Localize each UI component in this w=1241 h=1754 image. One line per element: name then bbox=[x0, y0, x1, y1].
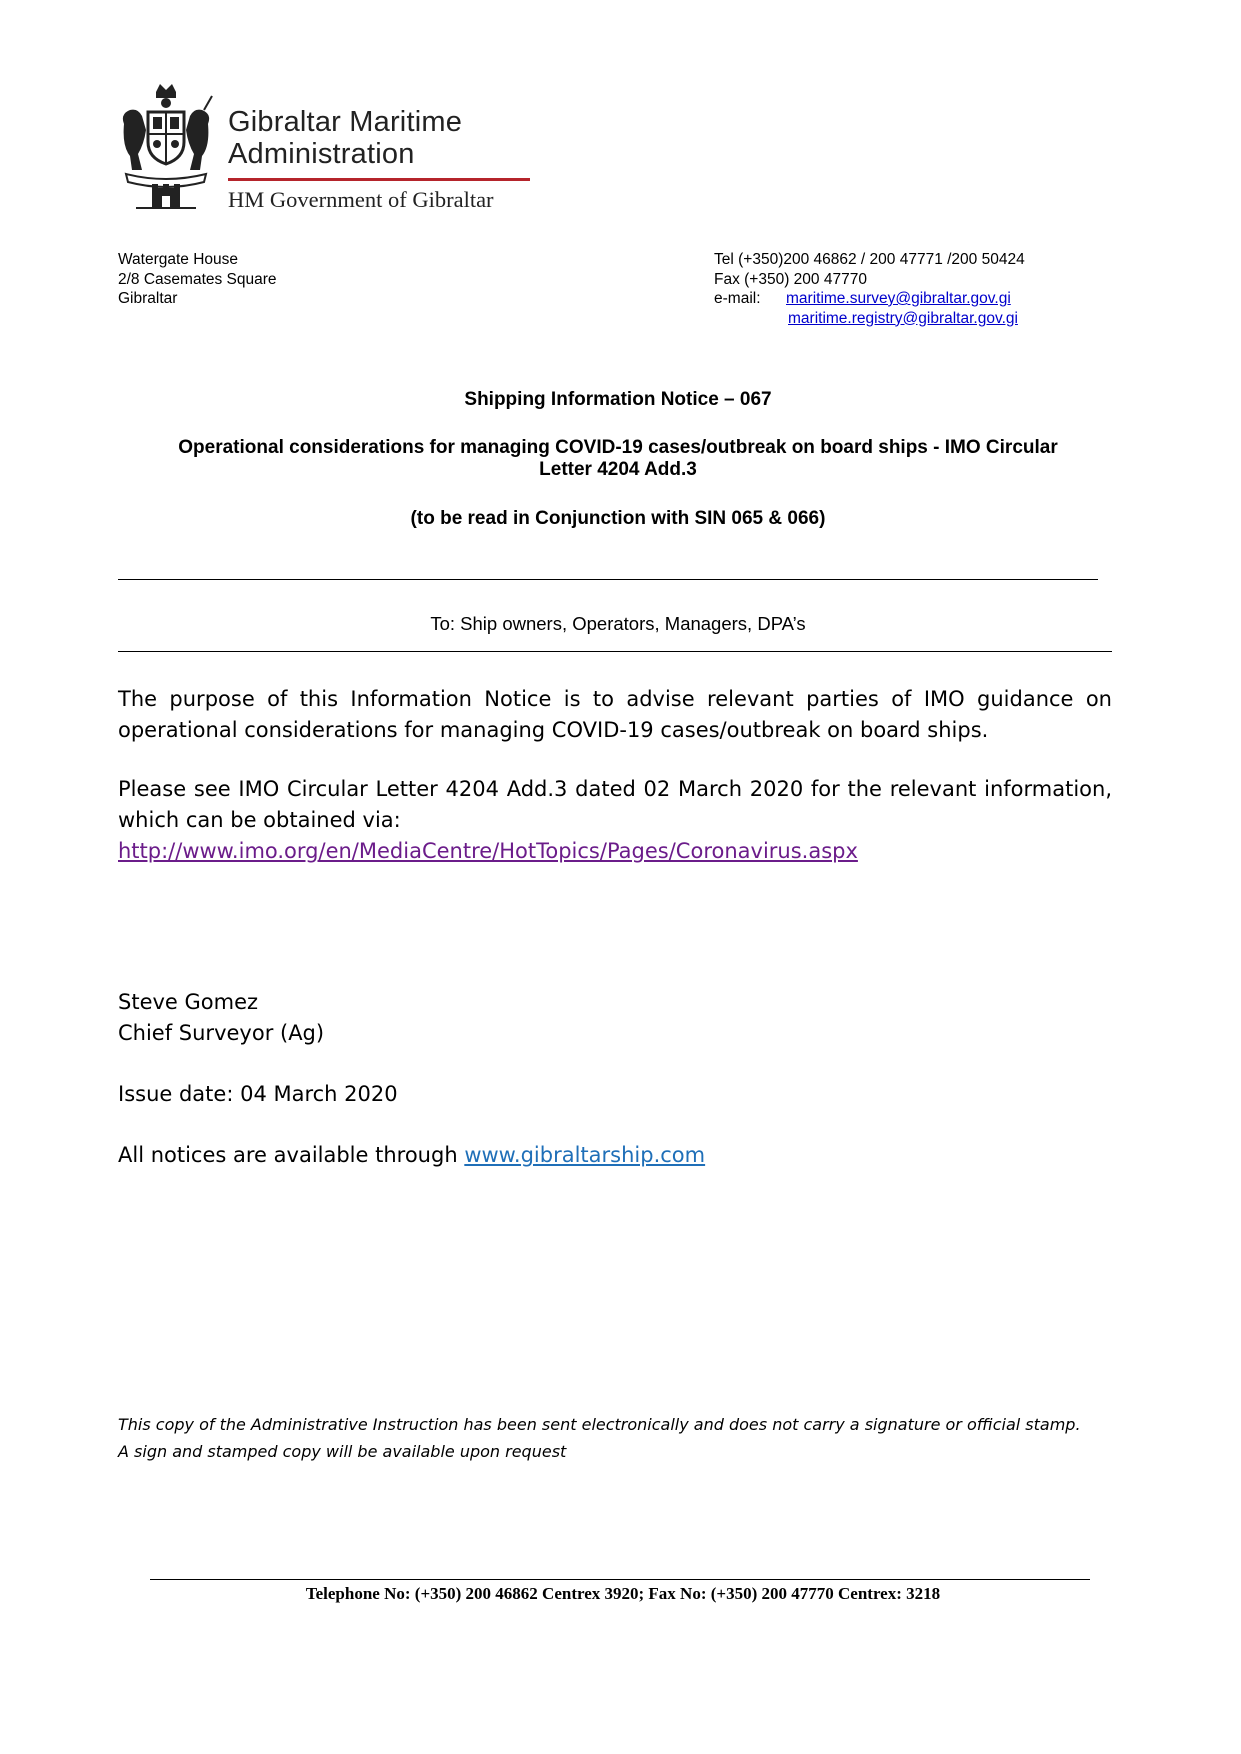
disclaimer-line2: A sign and stamped copy will be available upon request bbox=[118, 1442, 567, 1461]
notice-subject bbox=[118, 437, 1118, 481]
address-line: Watergate House bbox=[118, 251, 239, 268]
address-line: Gibraltar bbox=[118, 290, 178, 307]
signatory-name: Steve Gomez bbox=[118, 990, 259, 1014]
footer-contact: Telephone No: (+350) 200 46862 Centrex 3920; Fax No: (+350) 200 47770 Centrex: 3218 bbox=[305, 1584, 941, 1603]
notice-title: Shipping Information Notice – 067 bbox=[464, 389, 772, 410]
org-name-line1: Gibraltar Maritime bbox=[228, 106, 463, 138]
notice-note: (to be read in Conjunction with SIN 065 & 066) bbox=[410, 508, 826, 529]
email-line-2 bbox=[714, 309, 1025, 329]
body-paragraph-2-text: Please see IMO Circular Letter 4204 Add.3 dated 02 March 2020 for the relevant information, which can be obtained via: bbox=[118, 777, 1112, 832]
email-line bbox=[714, 289, 1025, 309]
footer-divider bbox=[150, 1579, 1090, 1580]
coat-of-arms-icon bbox=[116, 84, 216, 214]
fax-line: Fax (+350) 200 47770 bbox=[714, 270, 867, 288]
address-line: 2/8 Casemates Square bbox=[118, 270, 277, 288]
email-survey-link[interactable]: maritime.survey@gibraltar.gov.gi bbox=[786, 290, 1011, 307]
recipients-line: To: Ship owners, Operators, Managers, DPA’s bbox=[430, 613, 806, 634]
government-name: HM Government of Gibraltar bbox=[228, 187, 494, 212]
signatory-title: Chief Surveyor (Ag) bbox=[118, 1021, 325, 1045]
divider-top bbox=[118, 579, 1098, 580]
email-label: e-mail: bbox=[714, 290, 761, 307]
body-paragraph-2 bbox=[118, 774, 1112, 867]
disclaimer bbox=[118, 1411, 1128, 1465]
notices-text: All notices are available through bbox=[118, 1143, 465, 1167]
divider-bottom bbox=[118, 651, 1112, 652]
issue-date: Issue date: 04 March 2020 bbox=[118, 1082, 398, 1106]
notice-subject-line2: Letter 4204 Add.3 bbox=[539, 459, 697, 480]
telephone-line: Tel (+350)200 46862 / 200 47771 /200 50424 bbox=[714, 251, 1025, 268]
contact-block bbox=[714, 250, 1025, 328]
imo-coronavirus-link[interactable]: http://www.imo.org/en/MediaCentre/HotTopics/Pages/Coronavirus.aspx bbox=[118, 839, 858, 863]
org-name-line2: Administration bbox=[228, 138, 415, 170]
website-link[interactable]: www.gibraltarship.com bbox=[464, 1143, 706, 1167]
body-paragraph-1: The purpose of this Information Notice is to advise relevant parties of IMO guidance on operational considerations for managing COVID-19 cases/outbreak on board ships. bbox=[118, 687, 1112, 742]
email-registry-link[interactable]: maritime.registry@gibraltar.gov.gi bbox=[788, 309, 1018, 327]
signature-block bbox=[118, 987, 1112, 1049]
address-block bbox=[118, 250, 277, 309]
notice-subject-line1: Operational considerations for managing COVID-19 cases/outbreak on board ships - IMO Circular bbox=[178, 437, 1058, 458]
letterhead-logo bbox=[116, 84, 536, 224]
notices-availability bbox=[118, 1140, 1112, 1171]
header-divider bbox=[228, 178, 530, 181]
disclaimer-line1: This copy of the Administrative Instruction has been sent electronically and does not carry a signature or official stamp. bbox=[118, 1415, 1081, 1434]
